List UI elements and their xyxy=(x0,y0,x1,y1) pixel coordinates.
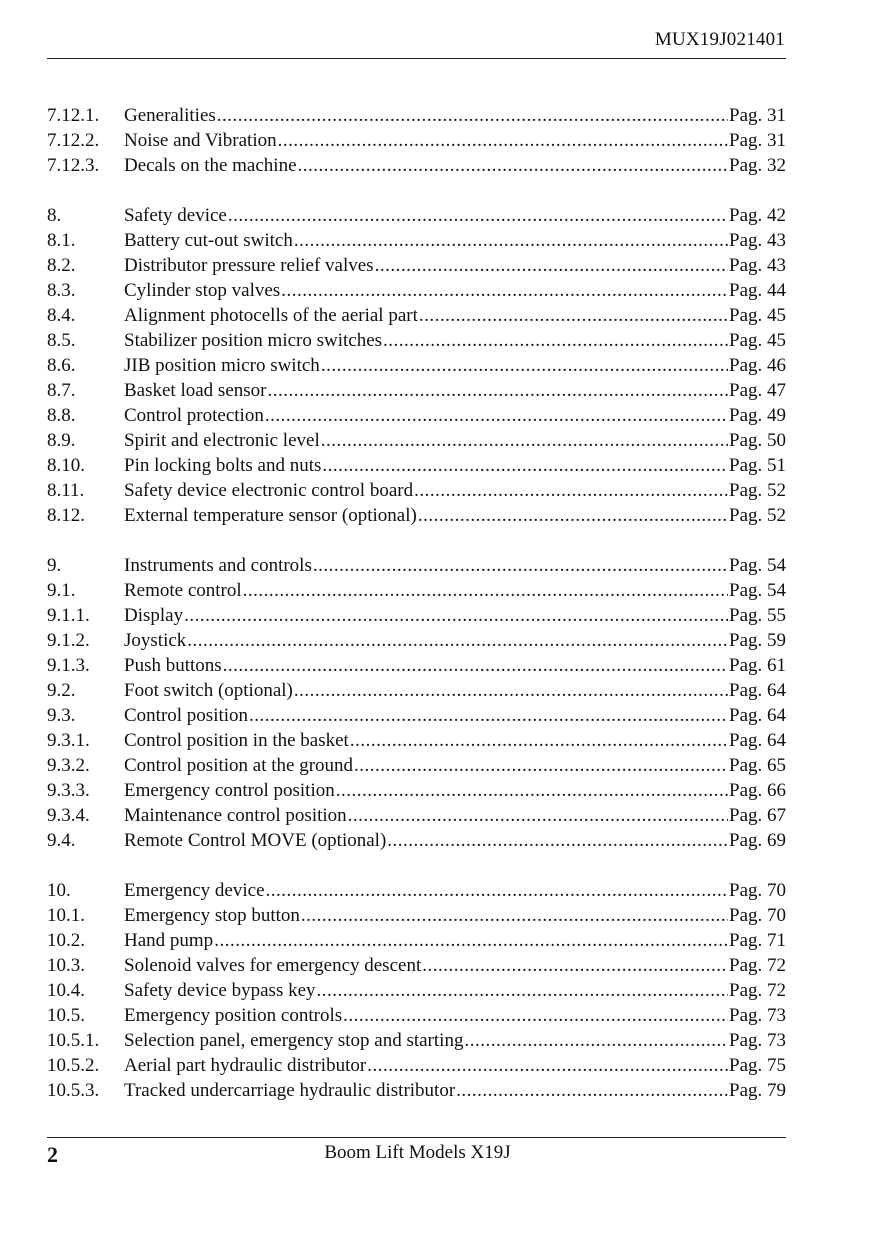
toc-entry xyxy=(47,1003,786,1028)
toc-entry-title: Push buttons xyxy=(124,655,222,676)
toc-entry-page: Pag. 70 xyxy=(729,905,786,926)
toc-entry xyxy=(47,128,786,153)
toc-leader-dots xyxy=(266,878,729,903)
toc-leader-dots xyxy=(187,628,728,653)
footer-page-number: 2 xyxy=(47,1142,58,1167)
toc-leader-dots xyxy=(301,903,728,928)
toc-entry-page: Pag. 54 xyxy=(729,555,786,576)
toc-leader-dots xyxy=(298,153,728,178)
toc-entry-title: Hand pump xyxy=(124,930,214,951)
toc-entry-title: Display xyxy=(124,605,184,626)
toc-entry xyxy=(47,228,786,253)
toc-leader-dots xyxy=(354,753,728,778)
toc-entry-page: Pag. 64 xyxy=(729,730,786,751)
toc-leader-dots xyxy=(422,953,728,978)
toc-entry-title: Distributor pressure relief valves xyxy=(124,255,374,276)
toc-entry-number: 8.9. xyxy=(47,430,76,451)
toc-entry xyxy=(47,553,786,578)
toc-entry-title: Battery cut-out switch xyxy=(124,230,293,251)
toc-entry-page: Pag. 31 xyxy=(729,130,786,151)
toc-entry-number: 8.12. xyxy=(47,505,85,526)
toc-entry-title: Instruments and controls xyxy=(124,555,312,576)
toc-entry-title: Alignment photocells of the aerial part xyxy=(124,305,418,326)
toc-entry-number: 9.4. xyxy=(47,830,76,851)
toc-entry xyxy=(47,1078,786,1103)
toc-entry-title: Emergency device xyxy=(124,880,265,901)
toc-entry-title: Control position in the basket xyxy=(124,730,349,751)
toc-leader-dots xyxy=(243,578,728,603)
toc-leader-dots xyxy=(184,603,728,628)
toc-entry xyxy=(47,453,786,478)
toc-entry-title: Control position xyxy=(124,705,249,726)
toc-entry xyxy=(47,353,786,378)
toc-entry-title: Cylinder stop valves xyxy=(124,280,281,301)
toc-entry xyxy=(47,103,786,128)
toc-leader-dots xyxy=(228,203,728,228)
toc-entry xyxy=(47,578,786,603)
toc-entry-page: Pag. 73 xyxy=(729,1030,786,1051)
toc-entry-number: 7.12.2. xyxy=(47,130,100,151)
toc-entry-title: Maintenance control position xyxy=(124,805,347,826)
toc-entry-number: 9.2. xyxy=(47,680,76,701)
toc-entry-page: Pag. 55 xyxy=(729,605,786,626)
toc-entry-number: 10.5.1. xyxy=(47,1030,100,1051)
toc-entry-title: Spirit and electronic level xyxy=(124,430,320,451)
toc-leader-dots xyxy=(321,428,728,453)
toc-entry-title: Safety device electronic control board xyxy=(124,480,414,501)
toc-entry-page: Pag. 72 xyxy=(729,955,786,976)
toc-section xyxy=(47,878,786,1103)
table-of-contents xyxy=(47,103,786,1128)
toc-entry xyxy=(47,903,786,928)
toc-entry xyxy=(47,328,786,353)
toc-entry-page: Pag. 70 xyxy=(729,880,786,901)
toc-entry-number: 9.1. xyxy=(47,580,76,601)
toc-entry-page: Pag. 72 xyxy=(729,980,786,1001)
toc-entry-page: Pag. 50 xyxy=(729,430,786,451)
toc-leader-dots xyxy=(249,703,728,728)
toc-entry-title: Noise and Vibration xyxy=(124,130,277,151)
toc-entry xyxy=(47,653,786,678)
toc-entry-number: 9.1.1. xyxy=(47,605,90,626)
toc-entry-title: Pin locking bolts and nuts xyxy=(124,455,322,476)
toc-entry-page: Pag. 75 xyxy=(729,1055,786,1076)
toc-entry-number: 8.1. xyxy=(47,230,76,251)
toc-entry xyxy=(47,403,786,428)
toc-leader-dots xyxy=(278,128,728,153)
toc-entry xyxy=(47,303,786,328)
toc-entry-page: Pag. 44 xyxy=(729,280,786,301)
toc-entry-page: Pag. 54 xyxy=(729,580,786,601)
toc-entry-number: 9.1.2. xyxy=(47,630,90,651)
toc-entry-number: 10.5. xyxy=(47,1005,85,1026)
toc-entry-number: 9.3.3. xyxy=(47,780,90,801)
toc-entry-page: Pag. 49 xyxy=(729,405,786,426)
toc-entry xyxy=(47,428,786,453)
toc-entry-number: 10.5.3. xyxy=(47,1080,100,1101)
toc-entry-number: 8.5. xyxy=(47,330,76,351)
toc-entry-page: Pag. 65 xyxy=(729,755,786,776)
toc-leader-dots xyxy=(414,478,728,503)
toc-entry-title: Emergency control position xyxy=(124,780,335,801)
toc-entry-page: Pag. 66 xyxy=(729,780,786,801)
toc-entry-page: Pag. 52 xyxy=(729,480,786,501)
toc-entry-page: Pag. 51 xyxy=(729,455,786,476)
toc-entry xyxy=(47,1028,786,1053)
toc-entry-title: Remote Control MOVE (optional) xyxy=(124,830,387,851)
toc-entry-number: 8.3. xyxy=(47,280,76,301)
toc-entry-page: Pag. 43 xyxy=(729,230,786,251)
toc-entry xyxy=(47,603,786,628)
footer-rule xyxy=(47,1137,786,1138)
toc-entry-number: 8.10. xyxy=(47,455,85,476)
toc-entry-title: Foot switch (optional) xyxy=(124,680,293,701)
toc-leader-dots xyxy=(214,928,728,953)
toc-entry-title: Basket load sensor xyxy=(124,380,267,401)
toc-entry-page: Pag. 46 xyxy=(729,355,786,376)
toc-entry xyxy=(47,678,786,703)
toc-entry-title: Emergency stop button xyxy=(124,905,300,926)
toc-entry-title: Aerial part hydraulic distributor xyxy=(124,1055,367,1076)
toc-entry-number: 9. xyxy=(47,555,62,576)
toc-entry-title: Decals on the machine xyxy=(124,155,297,176)
toc-leader-dots xyxy=(217,103,728,128)
toc-entry-number: 9.3.1. xyxy=(47,730,90,751)
toc-entry-page: Pag. 43 xyxy=(729,255,786,276)
toc-leader-dots xyxy=(383,328,728,353)
toc-entry-page: Pag. 64 xyxy=(729,705,786,726)
toc-entry xyxy=(47,728,786,753)
toc-leader-dots xyxy=(367,1053,728,1078)
toc-entry-page: Pag. 47 xyxy=(729,380,786,401)
toc-leader-dots xyxy=(223,653,728,678)
toc-leader-dots xyxy=(321,353,728,378)
toc-entry-number: 8.4. xyxy=(47,305,76,326)
toc-leader-dots xyxy=(419,303,728,328)
toc-entry-title: Solenoid valves for emergency descent xyxy=(124,955,422,976)
toc-entry-page: Pag. 45 xyxy=(729,330,786,351)
toc-entry xyxy=(47,953,786,978)
toc-leader-dots xyxy=(294,228,728,253)
toc-entry-title: External temperature sensor (optional) xyxy=(124,505,417,526)
toc-entry-page: Pag. 45 xyxy=(729,305,786,326)
document-code: MUX19J021401 xyxy=(654,29,785,50)
toc-entry-number: 9.3.2. xyxy=(47,755,90,776)
toc-entry-page: Pag. 69 xyxy=(729,830,786,851)
toc-entry xyxy=(47,253,786,278)
toc-leader-dots xyxy=(313,553,728,578)
toc-entry-number: 10. xyxy=(47,880,71,901)
toc-entry xyxy=(47,503,786,528)
toc-entry-page: Pag. 71 xyxy=(729,930,786,951)
toc-entry-number: 7.12.1. xyxy=(47,105,100,126)
toc-entry xyxy=(47,803,786,828)
toc-entry-page: Pag. 59 xyxy=(729,630,786,651)
toc-entry-title: Selection panel, emergency stop and starting xyxy=(124,1030,464,1051)
toc-entry-number: 10.3. xyxy=(47,955,85,976)
toc-entry-number: 7.12.3. xyxy=(47,155,100,176)
toc-entry xyxy=(47,928,786,953)
toc-entry-title: Tracked undercarriage hydraulic distributor xyxy=(124,1080,456,1101)
toc-entry-title: JIB position micro switch xyxy=(124,355,320,376)
toc-entry-page: Pag. 52 xyxy=(729,505,786,526)
toc-leader-dots xyxy=(294,678,728,703)
toc-entry xyxy=(47,478,786,503)
toc-section xyxy=(47,553,786,853)
toc-entry-page: Pag. 79 xyxy=(729,1080,786,1101)
toc-entry xyxy=(47,628,786,653)
toc-entry-page: Pag. 73 xyxy=(729,1005,786,1026)
toc-leader-dots xyxy=(322,453,728,478)
toc-entry-page: Pag. 32 xyxy=(729,155,786,176)
toc-entry-number: 10.1. xyxy=(47,905,85,926)
toc-entry xyxy=(47,878,786,903)
toc-entry-page: Pag. 64 xyxy=(729,680,786,701)
toc-entry xyxy=(47,1053,786,1078)
toc-entry-title: Generalities xyxy=(124,105,216,126)
toc-section xyxy=(47,203,786,528)
toc-leader-dots xyxy=(464,1028,728,1053)
toc-entry-title: Stabilizer position micro switches xyxy=(124,330,383,351)
toc-entry xyxy=(47,778,786,803)
toc-entry-title: Joystick xyxy=(124,630,187,651)
toc-section xyxy=(47,103,786,178)
toc-leader-dots xyxy=(418,503,728,528)
header-rule xyxy=(47,58,786,59)
toc-entry-page: Pag. 42 xyxy=(729,205,786,226)
toc-entry-title: Remote control xyxy=(124,580,242,601)
toc-entry xyxy=(47,153,786,178)
toc-leader-dots xyxy=(348,803,728,828)
toc-entry-title: Control protection xyxy=(124,405,264,426)
toc-leader-dots xyxy=(336,778,728,803)
toc-leader-dots xyxy=(317,978,728,1003)
toc-entry-page: Pag. 61 xyxy=(729,655,786,676)
toc-entry-number: 8.7. xyxy=(47,380,76,401)
toc-entry-number: 9.3. xyxy=(47,705,76,726)
toc-leader-dots xyxy=(267,378,728,403)
toc-entry-number: 8. xyxy=(47,205,62,226)
toc-leader-dots xyxy=(456,1078,728,1103)
toc-entry-title: Safety device bypass key xyxy=(124,980,316,1001)
toc-entry xyxy=(47,828,786,853)
toc-leader-dots xyxy=(387,828,728,853)
toc-entry-title: Control position at the ground xyxy=(124,755,354,776)
toc-entry-number: 8.6. xyxy=(47,355,76,376)
toc-entry xyxy=(47,753,786,778)
toc-leader-dots xyxy=(281,278,728,303)
toc-entry-title: Safety device xyxy=(124,205,227,226)
toc-entry xyxy=(47,378,786,403)
toc-leader-dots xyxy=(343,1003,728,1028)
toc-entry-number: 9.1.3. xyxy=(47,655,90,676)
toc-entry-number: 9.3.4. xyxy=(47,805,90,826)
footer-title: Boom Lift Models X19J xyxy=(324,1142,511,1163)
toc-entry-page: Pag. 31 xyxy=(729,105,786,126)
toc-leader-dots xyxy=(375,253,728,278)
toc-entry-title: Emergency position controls xyxy=(124,1005,343,1026)
toc-entry xyxy=(47,278,786,303)
toc-entry-number: 8.8. xyxy=(47,405,76,426)
toc-entry-number: 10.5.2. xyxy=(47,1055,100,1076)
toc-entry-number: 10.4. xyxy=(47,980,85,1001)
toc-entry xyxy=(47,203,786,228)
toc-entry-page: Pag. 67 xyxy=(729,805,786,826)
toc-entry-number: 8.11. xyxy=(47,480,85,501)
toc-entry-number: 10.2. xyxy=(47,930,85,951)
toc-leader-dots xyxy=(265,403,728,428)
toc-leader-dots xyxy=(350,728,728,753)
toc-entry xyxy=(47,978,786,1003)
toc-entry xyxy=(47,703,786,728)
toc-entry-number: 8.2. xyxy=(47,255,76,276)
